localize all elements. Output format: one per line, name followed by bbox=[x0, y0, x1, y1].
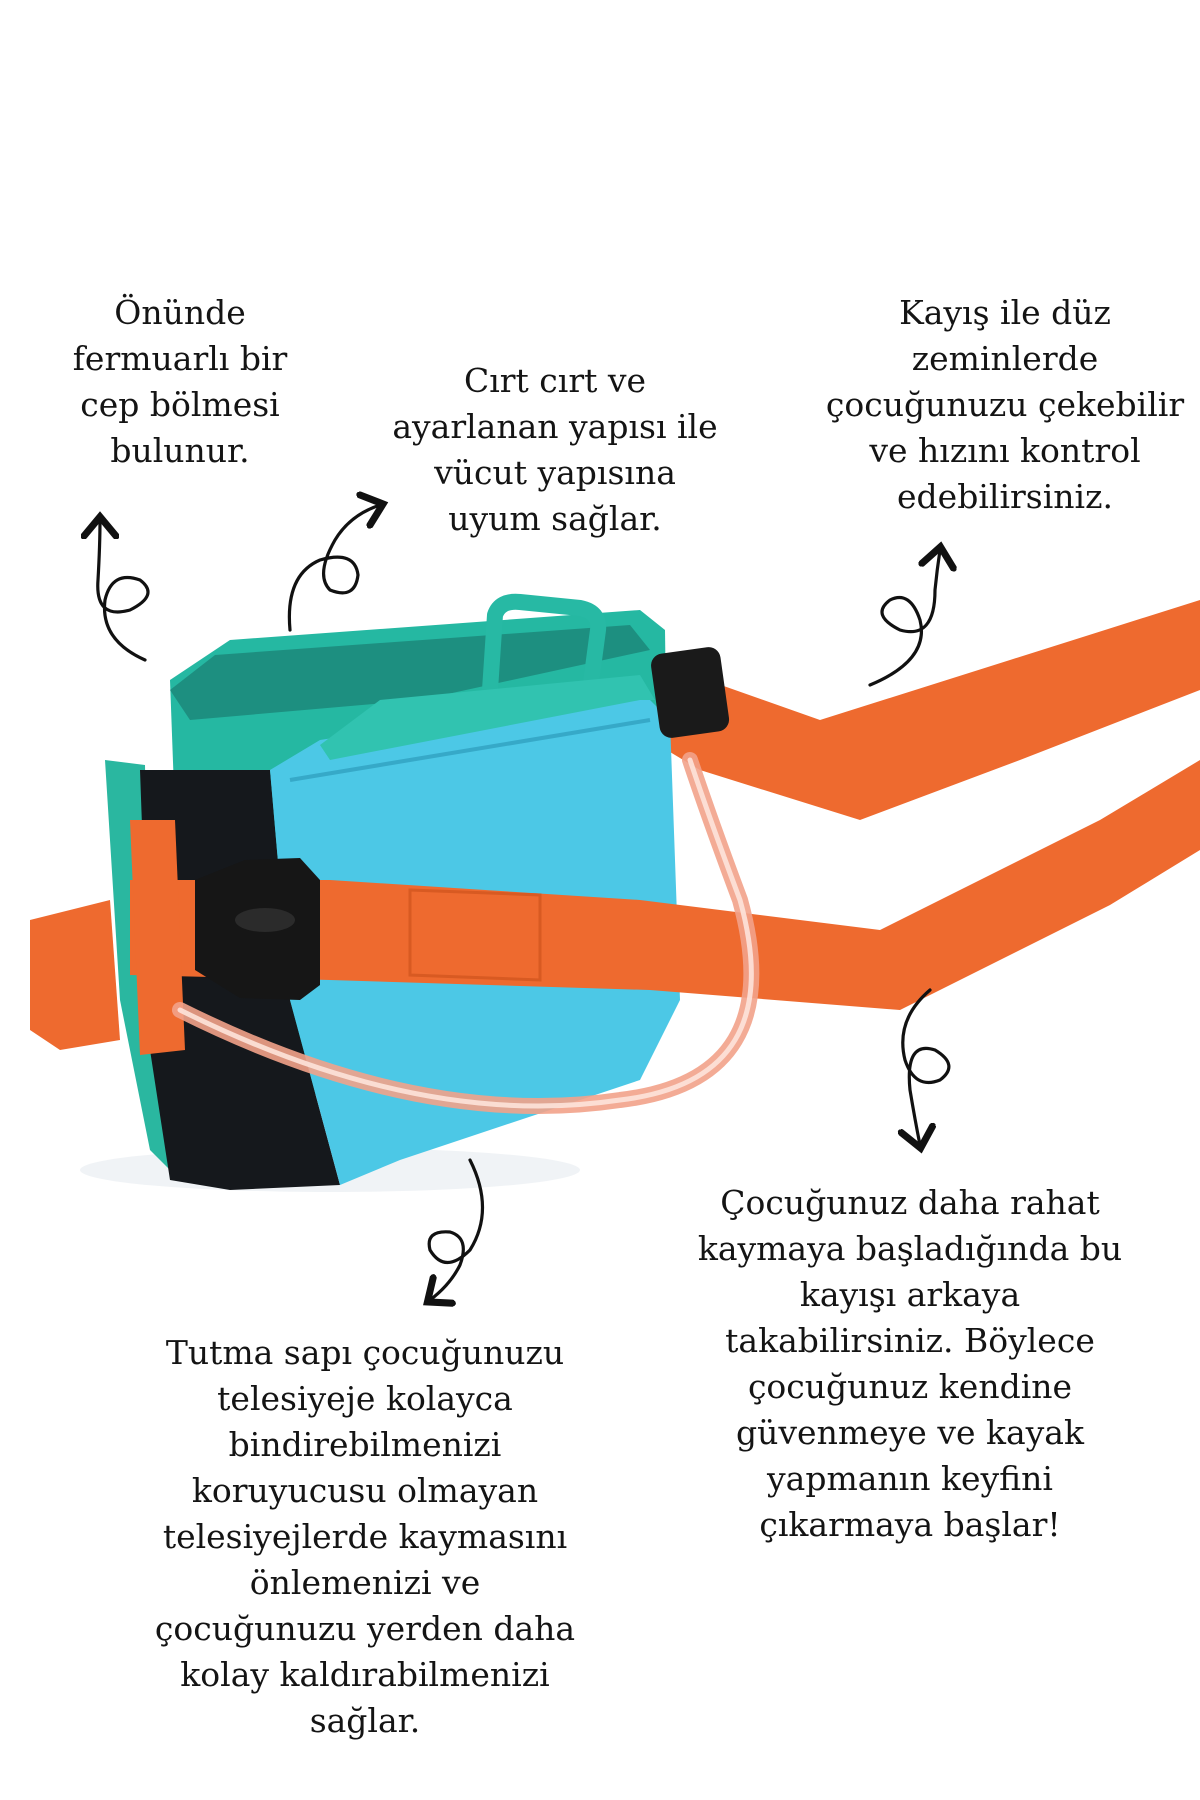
callout-leash: Kayış ile düz zeminlerde çocuğunuzu çekebilir ve hızını kontrol edebilirsiniz. bbox=[825, 293, 1185, 516]
callout-back-strap: Çocuğunuz daha rahat kaymaya başladığında bu kayışı arkaya takabilirsiniz. Böylece çocuğunuz kendine güvenmeye ve kayak yapmanın keyfini çıkarmaya başlar! bbox=[697, 1183, 1123, 1544]
leash-strap-back bbox=[650, 600, 1200, 820]
callout-handle: Tutma sapı çocuğunuzu telesiyeje kolayca bindirebilmenizi koruyucusu olmayan telesiyejlerde kaymasını önlemenizi ve çocuğunuzu yerden daha kolay kaldırabilmenizi sağlar. bbox=[154, 1333, 576, 1740]
arrow-velcro bbox=[289, 505, 380, 630]
arrow-leash bbox=[870, 550, 940, 685]
callout-velcro: Cırt cırt ve ayarlanan yapısı ile vücut yapısına uyum sağlar. bbox=[392, 361, 718, 538]
right-buckle bbox=[649, 646, 730, 740]
arrow-back-strap bbox=[903, 990, 949, 1145]
left-strap-loop bbox=[30, 900, 120, 1050]
buckle-release bbox=[235, 908, 295, 932]
arrow-pocket bbox=[98, 520, 148, 660]
callout-pocket: Önünde fermuarlı bir cep bölmesi bulunur. bbox=[72, 293, 288, 470]
